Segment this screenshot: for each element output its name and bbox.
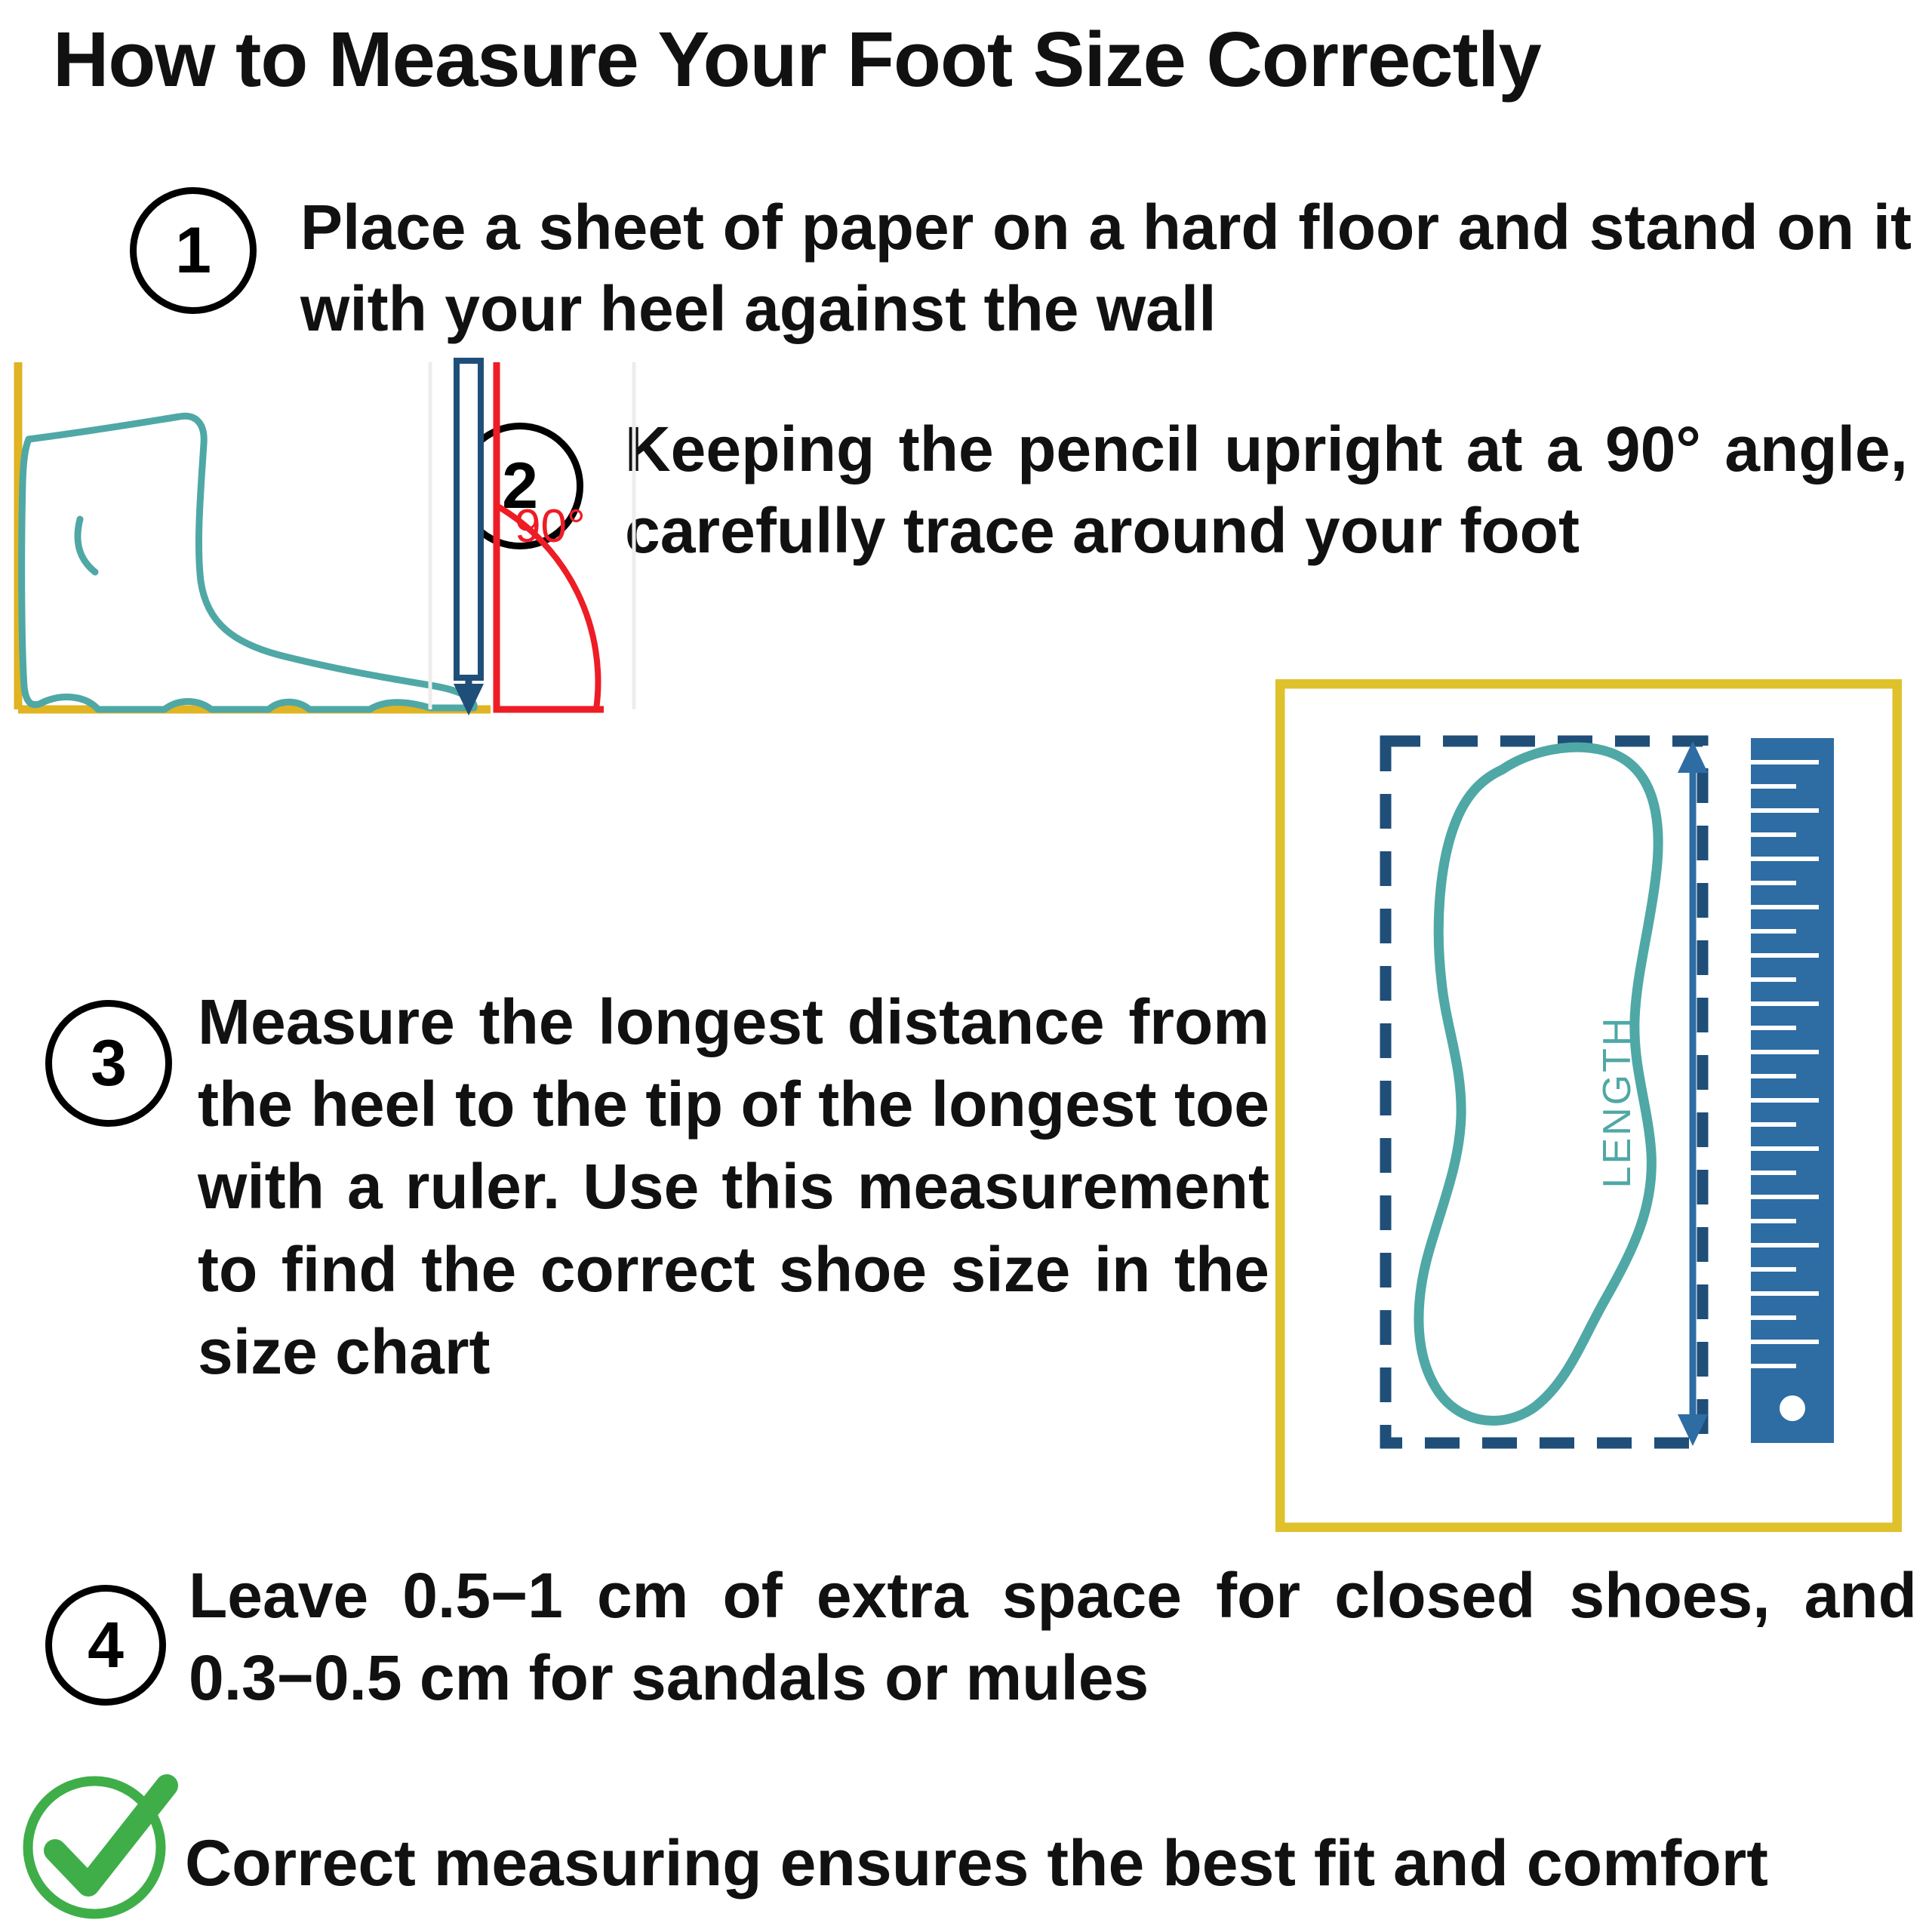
- step-text-1: Place a sheet of paper on a hard floor and stand on it with your heel against the wall: [300, 192, 1912, 344]
- ruler-hole-icon: [1780, 1395, 1805, 1421]
- step-number-2: 2: [457, 423, 583, 549]
- ruler-icon: [1751, 738, 1834, 1443]
- page-title: How to Measure Your Foot Size Correctly: [53, 16, 1541, 103]
- sole-ruler-svg: [1275, 679, 1902, 1532]
- step-number-4: 4: [45, 1585, 166, 1706]
- length-label: LENGTH: [1595, 1015, 1639, 1189]
- pencil-icon: [454, 361, 484, 715]
- side-view-svg: [8, 355, 1034, 966]
- bottom-note-text: Correct measuring ensures the best fit and comfort: [185, 1827, 1768, 1900]
- step-text-2: Keeping the pencil upright at a 90° angle, carefully trace around your foot: [625, 414, 1908, 566]
- step-number-3: 3: [45, 1000, 172, 1127]
- step-text-4: Leave 0.5−1 cm of extra space for closed shoes, and 0.3−0.5 cm for sandals or mules: [189, 1560, 1917, 1714]
- step-number-1: 1: [130, 187, 257, 314]
- angle-label: 90°: [515, 500, 586, 552]
- green-check-icon: [19, 1772, 181, 1923]
- step-text-3: Measure the longest distance from the heel to the tip of the longest toe with a ruler. Use this measurement to find the correct shoe size in the size chart: [198, 986, 1269, 1387]
- sole-ruler-figure: [1275, 679, 1902, 1532]
- side-view-figure: [8, 355, 1034, 966]
